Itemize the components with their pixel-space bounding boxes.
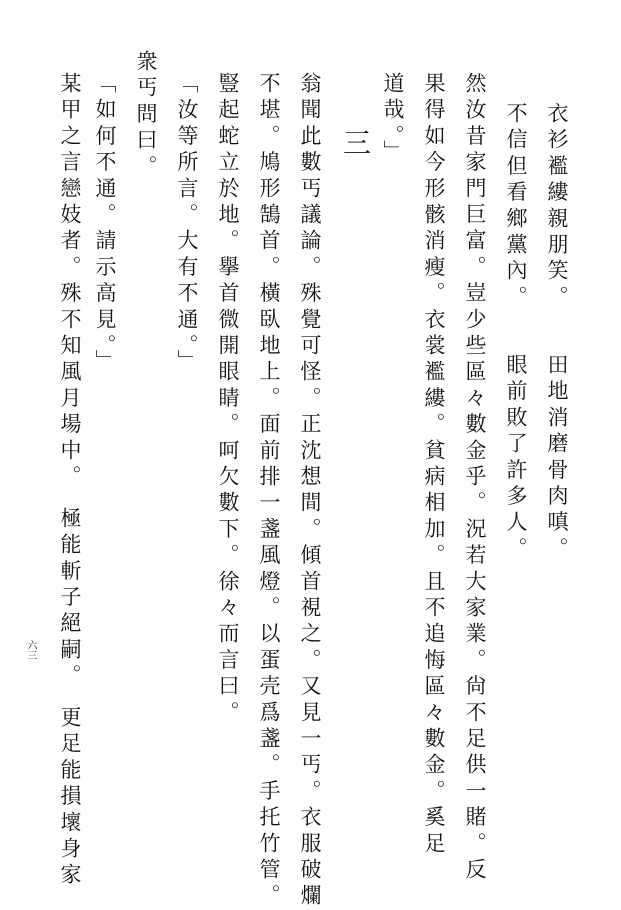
text-column-6: 翁聞此數丐議論。殊覺可怪。正沈想間。傾首視之。又見一丐。衣服破爛	[298, 72, 322, 910]
poem-line-2: 不信但看鄉黨內。 眼前敗了許多人。	[504, 102, 528, 564]
text-column-11: 「如何不通。請示高見。」	[93, 72, 117, 376]
text-column-8: 豎起蛇立於地。擧首微開眼睛。呵欠數下。徐々而言曰。	[216, 72, 240, 727]
text-column-4: 果得如今形骸消瘦。衣裳襤縷。貧病相加。且不追悔區々數金。奚足	[422, 72, 446, 858]
section-heading: 三	[339, 128, 372, 156]
text-column-3: 然汝昔家門巨富。豈少些區々數金乎。況若大家業。尙不足供一賭。反	[463, 72, 487, 885]
text-column-10: 衆丐問曰。	[134, 50, 158, 181]
text-column-9: 「汝等所言。大有不通。」	[175, 72, 199, 376]
poem-line-1: 衣衫襤縷親朋笑。 田地消磨骨肉嗔。	[545, 102, 569, 564]
text-column-7: 不堪。鳩形鵠首。橫臥地上。面前排一盞風燈。以蛋壳爲盞。手托竹管。	[257, 72, 281, 910]
text-column-12: 某甲之言戀妓者。殊不知風月場中。 極能斬子絕嗣。 更足能損壞身家	[58, 72, 82, 890]
text-column-5: 道哉。」	[381, 72, 405, 167]
page-number: 六三	[25, 640, 36, 660]
